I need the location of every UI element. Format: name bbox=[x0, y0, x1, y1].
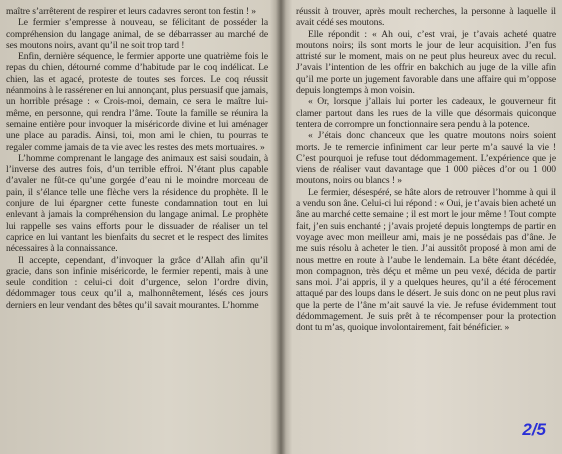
paragraph: Le fermier, désespéré, se hâte alors de retrouver l’homme à qui il a vendu son âne. Celui-ci lui répond : « Oui, je t’avais bien acheté un âne au marché cette semaine ; il est mort le jour même ! Tout compte fait, j’en suis enchanté ; j’avais projeté depuis longtemps de partir en voyage avec mon meilleur ami, mais je ne possédais pas d’âne. Je me suis résolu à acheter le tien. J’ai aussitôt proposé à mon ami de nous mettre en route à l’aube le lendemain. La bête étant décédée, mon compagnon, très déçu et même un peu vexé, décida de partir sans moi. J’ai appris, il y a quelques heures, qu’il a été férocement attaqué par des loups dans le désert. Je suis donc on ne peut plus ravi que la perte de l’âne m’ait sauvé la vie. Je refuse évidemment tout dédommagement. Je suis prêt à te récompenser pour la protection dont tu m’as, quoique involontairement, fait bénéficier. » bbox=[296, 186, 556, 334]
left-page bbox=[6, 6, 268, 450]
book-gutter bbox=[276, 0, 286, 454]
paragraph: « J’étais donc chanceux que les quatre moutons noirs soient morts. Je te remercie infiniment car leur perte m’a sauvé la vie ! C’est pourquoi je refuse tout dédommagement. L’expérience que je viens de réaliser vaut davantage que 1 000 pièces d’or ou 1 000 moutons, noirs ou blancs ! » bbox=[296, 130, 556, 187]
paragraph: L’homme comprenant le langage des animaux est saisi soudain, à l’inverse des autres fois, d’un terrible effroi. N’étant plus capable d’avaler ne fût-ce qu’une gorgée d’eau ni le moindre morceau de pain, il s’élance telle une flèche vers la résidence du prophète. Il le conjure de lui épargner cette funeste condamnation tout en lui enlevant à jamais la compréhension du langage animal. Le prophète lui rappelle ses vains efforts pour le dissuader de réaliser un tel caprice en lui vantant les bienfaits du secret et le respect des limites nécessaires à la connaissance. bbox=[6, 152, 268, 255]
page-number: 2/5 bbox=[522, 420, 546, 439]
paragraph: Il accepte, cependant, d’invoquer la grâce d’Allah afin qu’il gracie, dans son infinie miséricorde, le fermier repenti, mais à une seule condition : celui-ci doit d’urgence, selon l’ordre divin, dédommager tous ceux qu’il a, malhonnêtement, lésés ces jours derniers en leur vendant des bêtes qu’il savait mourantes. L’homme bbox=[6, 254, 268, 311]
paragraph: Le fermier s’empresse à nouveau, se félicitant de posséder la compréhension du langage animal, de se débarrasser au marché de ses moutons noirs, avant qu’il ne soit trop tard ! bbox=[6, 17, 268, 51]
paragraph: Elle répondit : « Ah oui, c’est vrai, je t’avais acheté quatre moutons noirs; ils sont morts le jour de leur acquisition. J’en fus attristé sur le moment, mais on ne peut plus heureux avec du recul. J’avais l’intention de les offrir en bakchich au juge de la ville afin qu’il me porte un jugement favorable dans une affaire qui m’oppose depuis longtemps à mon voisin. bbox=[296, 28, 556, 97]
paragraph: réussit à trouver, après moult recherches, la personne à laquelle il avait cédé ses moutons. bbox=[296, 6, 556, 29]
paragraph: « Or, lorsque j’allais lui porter les cadeaux, le gouverneur fit clamer partout dans les rues de la ville que désormais quiconque tentera de corrompre un fonctionnaire sera pendu à la potence. bbox=[296, 96, 556, 130]
paragraph: maître s’arrêterent de respirer et leurs cadavres seront ton festin ! » bbox=[6, 6, 256, 17]
paragraph: Enfin, dernière séquence, le fermier apporte une quatrième fois le repas du chien, détourné comme d’habitude par le coq indélicat. Le chien, las et agacé, proteste de toutes ses forces. Le coq réussit néanmoins à le rassérener en lui annonçant, plus persuasif que jamais, un horrible présage : « Crois-moi, demain, ce sera le maître lui-même, en personne, qui rendra l’âme. Toute la famille se réunira la semaine entière pour invoquer la miséricorde divine et lui aménager une place au paradis. Ainsi, toi, mon ami le chien, tu pourras te regaler comme jamais de ta vie avec les restes des mets mortuaires. » bbox=[6, 51, 268, 153]
right-page bbox=[296, 6, 556, 450]
